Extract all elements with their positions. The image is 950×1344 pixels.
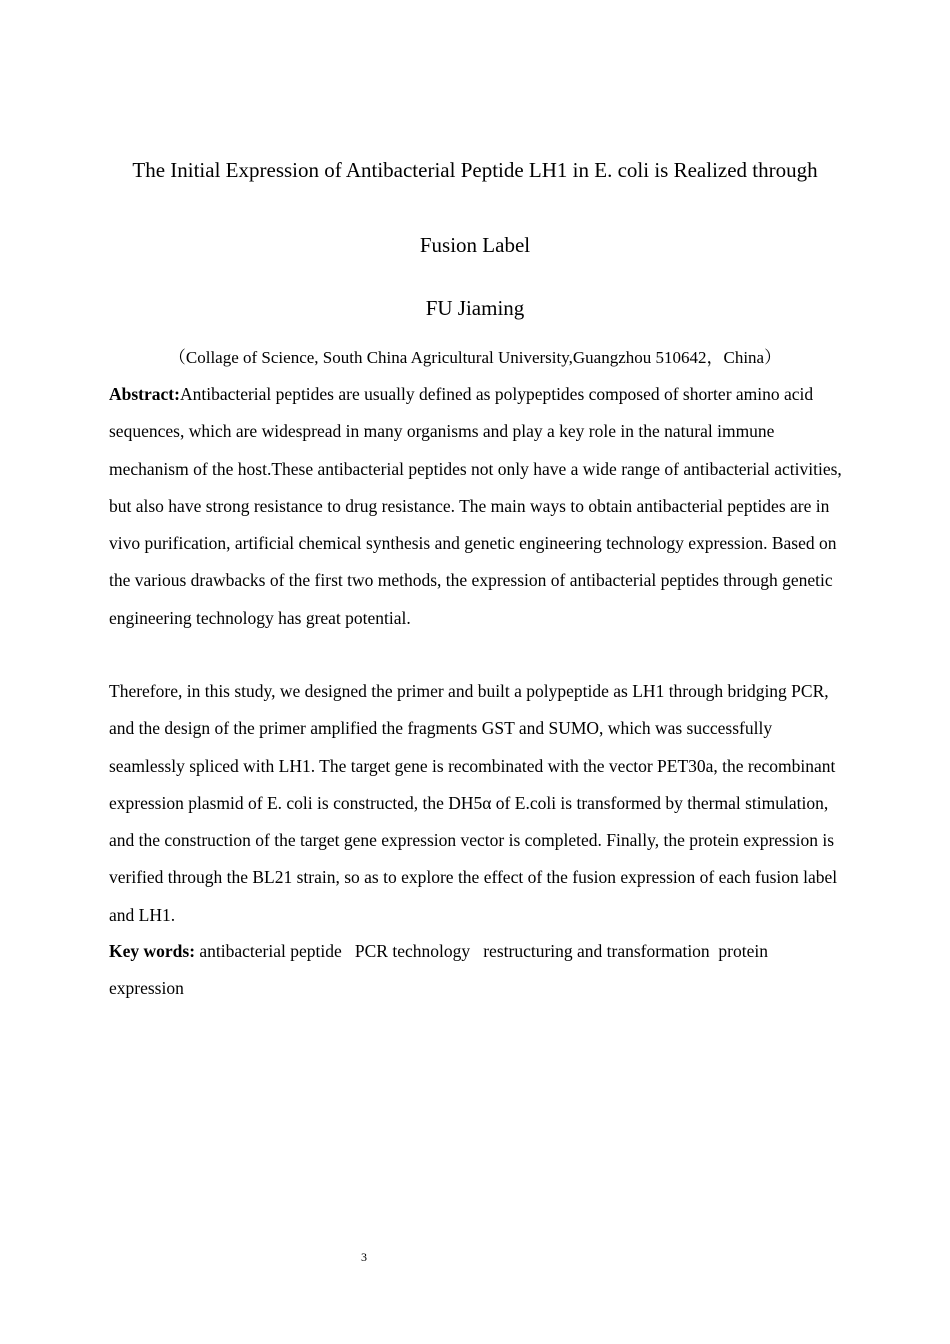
abstract-text: Antibacterial peptides are usually defined as polypeptides composed of shorter amino acid sequences, which are widespread in many organisms and play a key role in the natural immune mechanism of the host.These antibacterial peptides not only have a wide range of antibacterial activities, but also have strong resistance to drug resistance. The main ways to obtain antibacterial peptides are in vivo purification, artificial chemical synthesis and genetic engineering technology expression. Based on the various drawbacks of the first two methods, the expression of antibacterial peptides through genetic engineering technology has great potential.	[109, 384, 842, 628]
abstract-paragraph-2: Therefore, in this study, we designed the primer and built a polypeptide as LH1 through bridging PCR, and the design of the primer amplified the fragments GST and SUMO, which was successfully seamlessly spliced with LH1. The target gene is recombinated with the vector PET30a, the recombinant expression plasmid of E. coli is constructed, the DH5α of E.coli is transformed by thermal stimulation, and the construction of the target gene expression vector is completed. Finally, the protein expression is verified through the BL21 strain, so as to explore the effect of the fusion expression of each fusion label and LH1.	[109, 681, 838, 925]
keywords-label: Key words:	[109, 941, 196, 961]
paper-title-line-1: The Initial Expression of Antibacterial Peptide LH1 in E. coli is Realized through	[132, 158, 818, 182]
author-affiliation: （Collage of Science, South China Agricultural University,Guangzhou 510642，China）	[168, 348, 782, 367]
keywords-text: antibacterial peptide PCR technology restructuring and transformation protein expression	[109, 941, 773, 999]
author-name: FU Jiaming	[425, 296, 525, 320]
keywords-paragraph	[109, 933, 844, 1008]
abstract-paragraph	[109, 376, 844, 637]
abstract-label: Abstract:	[109, 384, 180, 404]
page-number: 3	[361, 1250, 367, 1264]
paper-title-line-2: Fusion Label	[419, 233, 531, 257]
